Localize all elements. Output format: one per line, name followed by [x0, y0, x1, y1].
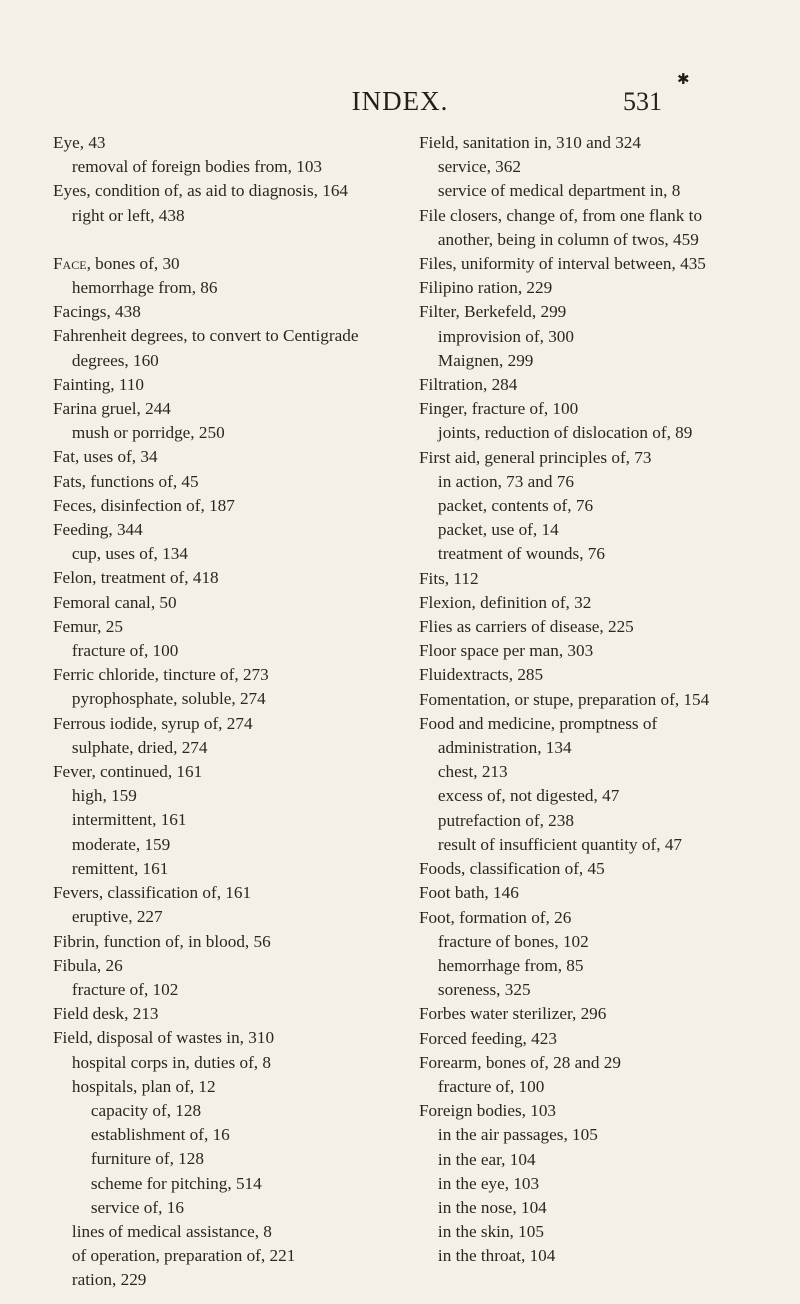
index-subentry: in the nose, 104	[437, 1197, 547, 1217]
index-entry: Feeding, 344	[53, 520, 143, 540]
index-entry: Ferric chloride, tincture of, 273	[53, 665, 269, 685]
index-entry: Filipino ration, 229	[419, 278, 553, 298]
index-entry: Forced feeding, 423	[419, 1028, 557, 1048]
index-gap	[53, 228, 363, 252]
index-subentry: of operation, preparation of, 221	[71, 1246, 296, 1266]
index-entry: Fomentation, or stupe, preparation of, 154	[419, 689, 710, 709]
index-entry: Fevers, classification of, 161	[53, 883, 252, 903]
page-number: 531	[623, 87, 662, 116]
index-subentry: hospital corps in, duties of, 8	[71, 1052, 271, 1072]
index-entry: Forearm, bones of, 28 and 29	[419, 1052, 621, 1072]
index-subentry: intermittent, 161	[71, 810, 187, 830]
index-entry: Foot bath, 146	[419, 883, 519, 903]
star-mark: ✱	[677, 72, 690, 88]
index-column-right	[419, 131, 754, 1269]
index-subentry: fracture of, 100	[71, 641, 179, 661]
index-subentry: treatment of wounds, 76	[437, 544, 605, 564]
index-subentry: result of insufficient quantity of, 47	[437, 834, 683, 854]
index-subentry: service of medical department in, 8	[437, 181, 681, 201]
index-subentry: lines of medical assistance, 8	[71, 1221, 272, 1241]
index-column-left	[53, 131, 363, 1293]
letter-section-start: Face	[53, 253, 87, 273]
index-subentry: hospitals, plan of, 12	[71, 1076, 216, 1096]
index-subentry: sulphate, dried, 274	[71, 737, 208, 757]
index-entry: Fibula, 26	[53, 955, 123, 975]
index-subentry: service, 362	[437, 157, 521, 177]
index-entry: Flies as carriers of disease, 225	[419, 617, 634, 637]
index-subentry: packet, use of, 14	[437, 520, 559, 540]
index-entry: Femur, 25	[53, 616, 123, 636]
index-entry: Fahrenheit degrees, to convert to Centigrade degrees, 160	[53, 326, 359, 370]
index-subentry: in the skin, 105	[437, 1222, 544, 1242]
index-subentry: remittent, 161	[71, 858, 169, 878]
index-subentry: hemorrhage from, 86	[71, 278, 218, 298]
index-subentry: service of, 16	[90, 1197, 184, 1217]
index-entry: Eyes, condition of, as aid to diagnosis, 164	[53, 181, 349, 201]
index-subentry: in the eye, 103	[437, 1173, 540, 1193]
index-entry: Farina gruel, 244	[53, 399, 171, 419]
index-entry: Food and medicine, promptness of administration, 134	[419, 713, 658, 758]
index-subentry: capacity of, 128	[90, 1100, 202, 1120]
index-entry: Fats, functions of, 45	[53, 471, 199, 491]
index-entry: Field, sanitation in, 310 and 324	[419, 133, 641, 152]
index-entry: Foot, formation of, 26	[419, 907, 572, 927]
index-subentry: chest, 213	[437, 762, 508, 782]
index-entry: Fits, 112	[419, 568, 479, 588]
index-entry: Foreign bodies, 103	[419, 1101, 557, 1121]
index-subentry: cup, uses of, 134	[71, 544, 188, 564]
index-entry: Femoral canal, 50	[53, 592, 177, 612]
index-subentry: Maignen, 299	[437, 350, 534, 370]
index-entry: Files, uniformity of interval between, 435	[419, 254, 706, 274]
index-entry: Fainting, 110	[53, 374, 145, 394]
index-entry: Fat, uses of, 34	[53, 447, 158, 467]
index-entry: Field, disposal of wastes in, 310	[53, 1028, 275, 1048]
index-entry: Fever, continued, 161	[53, 762, 203, 782]
index-subentry: moderate, 159	[71, 834, 171, 854]
index-subentry: removal of foreign bodies from, 103	[71, 157, 323, 177]
index-subentry: hemorrhage from, 85	[437, 955, 584, 975]
index-entry: Finger, fracture of, 100	[419, 399, 579, 419]
index-entry: Filtration, 284	[419, 375, 518, 395]
index-entry: Facings, 438	[53, 302, 141, 322]
index-subentry: packet, contents of, 76	[437, 496, 594, 516]
index-entry: Floor space per man, 303	[419, 641, 594, 661]
index-subentry: in the throat, 104	[437, 1246, 556, 1266]
index-subentry: improvision of, 300	[437, 326, 574, 346]
index-subentry: mush or porridge, 250	[71, 423, 225, 443]
index-subentry: right or left, 438	[71, 205, 185, 225]
index-subentry: in action, 73 and 76	[437, 471, 574, 491]
index-entry: First aid, general principles of, 73	[419, 447, 652, 467]
index-entry: Forbes water sterilizer, 296	[419, 1004, 607, 1024]
index-entry: Eye, 43	[53, 133, 106, 152]
index-entry: Filter, Berkefeld, 299	[419, 302, 567, 322]
index-entry: Face, bones of, 30	[53, 253, 180, 273]
index-subentry: in the air passages, 105	[437, 1125, 598, 1145]
index-subentry: soreness, 325	[437, 980, 531, 1000]
index-subentry: eruptive, 227	[71, 907, 163, 927]
index-subentry: fracture of, 102	[71, 979, 179, 999]
index-entry: Flexion, definition of, 32	[419, 592, 592, 612]
index-subentry: excess of, not digested, 47	[437, 786, 620, 806]
index-subentry: establishment of, 16	[90, 1125, 230, 1145]
index-entry: Fibrin, function of, in blood, 56	[53, 931, 271, 951]
index-subentry: fracture of, 100	[437, 1076, 545, 1096]
index-entry: File closers, change of, from one flank to another, being in column of twos, 459	[419, 205, 703, 249]
index-subentry: furniture of, 128	[90, 1149, 204, 1169]
index-subentry: scheme for pitching, 514	[90, 1173, 262, 1193]
page-header	[0, 86, 800, 122]
index-entry: Field desk, 213	[53, 1004, 159, 1024]
index-entry: Fluidextracts, 285	[419, 665, 544, 685]
index-subentry: high, 159	[71, 786, 137, 806]
index-subentry: putrefaction of, 238	[437, 810, 574, 830]
index-entry: Foods, classification of, 45	[419, 859, 605, 879]
index-subentry: joints, reduction of dislocation of, 89	[437, 423, 693, 443]
index-subentry: ration, 229	[71, 1270, 147, 1290]
page-title: INDEX.	[351, 86, 449, 116]
index-entry: Felon, treatment of, 418	[53, 568, 219, 588]
index-subentry: in the ear, 104	[437, 1149, 536, 1169]
index-subentry: fracture of bones, 102	[437, 931, 589, 951]
index-entry: Ferrous iodide, syrup of, 274	[53, 713, 253, 733]
index-subentry: pyrophosphate, soluble, 274	[71, 689, 266, 709]
index-entry: Feces, disinfection of, 187	[53, 495, 235, 515]
